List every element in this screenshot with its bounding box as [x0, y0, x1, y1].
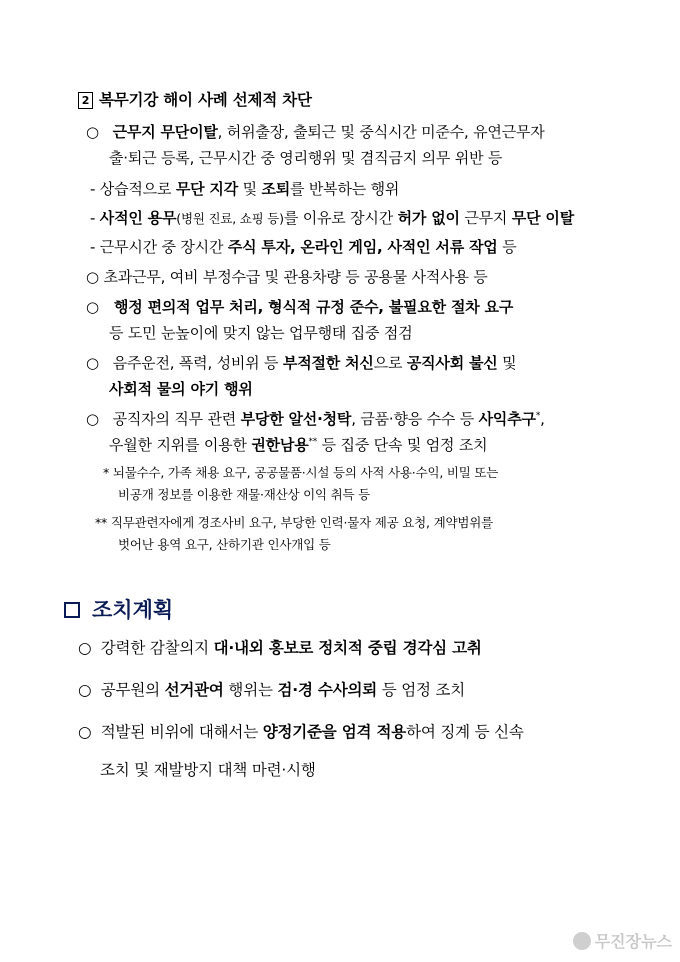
dash-item-1: - 상습적으로 무단 지각 및 조퇴를 반복하는 행위 — [90, 180, 400, 198]
item-4-line-2: 사회적 물의 야기 행위 — [109, 380, 253, 398]
watermark-text: 무진장뉴스 — [594, 932, 672, 951]
item-1-line-2: 출·퇴근 등록, 근무시간 중 영리행위 및 겸직금지 의무 위반 등 — [109, 149, 503, 167]
logo-icon — [573, 932, 591, 950]
section-number-box: 2 — [78, 92, 93, 109]
item-1-emphasis: 근무지 무단이탈 — [112, 123, 218, 141]
section-2-heading — [78, 88, 312, 110]
plan-item-3-line-1: ○ 적발된 비위에 대해서는 양정기준을 엄격 적용하여 징계 등 신속 — [78, 723, 524, 741]
item-1-line-1 — [86, 121, 545, 142]
item-3-line-2: 등 도민 눈높이에 맞지 않는 업무행태 집중 점검 — [109, 324, 413, 342]
plan-item-3-line-2: 조치 및 재발방지 대책 마련·시행 — [100, 761, 316, 779]
circle-bullet: ○ — [86, 123, 99, 141]
plan-item-1: ○ 강력한 감찰의지 대·내외 홍보로 정치적 중립 경각심 고취 — [78, 639, 482, 657]
plan-heading-text: 조치계획 — [92, 598, 174, 622]
footnote-1-line-1: * 뇌물수수, 가족 채용 요구, 공공물품·시설 등의 사적 사용·수익, 비밀 또는 — [103, 465, 499, 480]
section-2-title: 복무기강 해이 사례 선제적 차단 — [99, 91, 312, 109]
footnote-1-line-2: 비공개 정보를 이용한 재물·재산상 이익 취득 등 — [118, 487, 371, 502]
footnote-2-line-2: 벗어난 용역 요구, 산하기관 인사개입 등 — [118, 537, 331, 552]
dash-item-3: - 근무시간 중 장시간 주식 투자, 온라인 게임, 사적인 서류 작업 등 — [90, 238, 517, 256]
square-bullet-icon — [64, 602, 80, 618]
item-1-text: , 허위출장, 출퇴근 및 중식시간 미준수, 유연근무자 — [217, 123, 545, 141]
item-3-line-1: ○ 행정 편의적 업무 처리, 형식적 규정 준수, 불필요한 절차 요구 — [86, 298, 514, 316]
item-5-line-2: 우월한 지위를 이용한 권한남용** 등 집중 단속 및 엄정 조치 — [109, 436, 488, 454]
dash-item-2: - 사적인 용무(병원 진료, 쇼핑 등)를 이유로 장시간 허가 없이 근무지 무단 이탈 — [90, 209, 574, 227]
watermark — [573, 929, 672, 952]
item-3-emphasis: 행정 편의적 업무 처리, 형식적 규정 준수, 불필요한 절차 요구 — [113, 298, 514, 316]
item-2: ○ 초과근무, 여비 부정수급 및 관용차량 등 공용물 사적사용 등 — [86, 268, 488, 286]
plan-item-2: ○ 공무원의 선거관여 행위는 검·경 수사의뢰 등 엄정 조치 — [78, 681, 466, 699]
footnote-2-line-1: ** 직무관련자에게 경조사비 요구, 부당한 인력·물자 제공 요청, 계약범위를 — [95, 515, 493, 530]
item-4-line-1: ○ 음주운전, 폭력, 성비위 등 부적절한 처신으로 공직사회 불신 및 — [86, 354, 517, 372]
item-5-line-1: ○ 공직자의 직무 관련 부당한 알선·청탁, 금품·향응 수수 등 사익추구*, — [86, 410, 545, 428]
plan-heading — [64, 594, 173, 624]
